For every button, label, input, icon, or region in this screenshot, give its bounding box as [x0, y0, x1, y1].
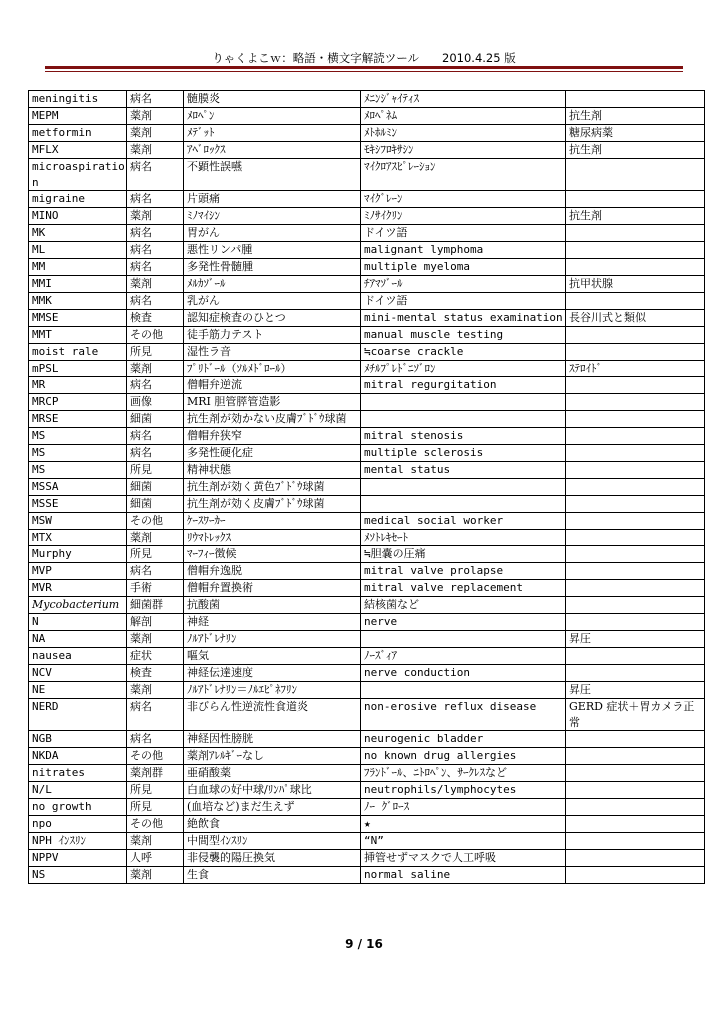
table-row [29, 91, 705, 108]
table-row [29, 815, 705, 832]
reading-cell [361, 394, 566, 411]
table-row [29, 343, 705, 360]
reading-cell: ﾒﾆﾝｼﾞｬｲﾃｨｽ [361, 91, 566, 108]
reading-cell: “N” [361, 832, 566, 849]
meaning-cell: 髄膜炎 [184, 91, 361, 108]
reading-cell: nerve [361, 614, 566, 631]
abbreviation-cell: ML [29, 242, 127, 259]
glossary-table [28, 90, 705, 884]
abbreviation-cell: MR [29, 377, 127, 394]
category-cell: 検査 [127, 309, 184, 326]
category-cell: その他 [127, 512, 184, 529]
category-cell: 薬剤 [127, 141, 184, 158]
table-row [29, 275, 705, 292]
abbreviation-cell: N/L [29, 782, 127, 799]
reading-cell: ≒胆嚢の圧痛 [361, 546, 566, 563]
note-cell [566, 664, 705, 681]
note-cell [566, 292, 705, 309]
table-row [29, 259, 705, 276]
abbreviation-cell: NGB [29, 731, 127, 748]
note-cell [566, 799, 705, 816]
meaning-cell: (血培など)まだ生えず [184, 799, 361, 816]
reading-cell [361, 631, 566, 648]
note-cell [566, 563, 705, 580]
note-cell [566, 478, 705, 495]
category-cell: 所見 [127, 799, 184, 816]
page-number: 9 / 16 [345, 937, 383, 951]
page-header: りゃくよこｗ：略語・横文字解読ツール 2010.4.25 版 [212, 51, 516, 65]
category-cell: 病名 [127, 225, 184, 242]
abbreviation-cell: MMSE [29, 309, 127, 326]
table-row [29, 647, 705, 664]
meaning-cell: 湿性ラ音 [184, 343, 361, 360]
reading-cell: ﾒﾁﾙﾌﾟﾚﾄﾞﾆｿﾞﾛﾝ [361, 360, 566, 377]
abbreviation-cell: MMT [29, 326, 127, 343]
meaning-cell: 亜硝酸薬 [184, 765, 361, 782]
note-cell: 糖尿病薬 [566, 124, 705, 141]
note-cell [566, 91, 705, 108]
abbreviation-cell: Mycobacterium [29, 597, 127, 614]
category-cell: 検査 [127, 664, 184, 681]
note-cell: 昇圧 [566, 681, 705, 698]
table-row [29, 765, 705, 782]
note-cell [566, 765, 705, 782]
table-row [29, 832, 705, 849]
abbreviation-cell: MS [29, 445, 127, 462]
table-row [29, 495, 705, 512]
note-cell [566, 411, 705, 428]
table-row [29, 698, 705, 731]
table-row [29, 107, 705, 124]
note-cell: 抗生剤 [566, 208, 705, 225]
table-row [29, 377, 705, 394]
table-row [29, 529, 705, 546]
table-row [29, 512, 705, 529]
category-cell: 薬剤 [127, 529, 184, 546]
meaning-cell: ﾘｳﾏﾄﾚｯｸｽ [184, 529, 361, 546]
reading-cell: ﾏｲｸﾞﾚｰﾝ [361, 191, 566, 208]
table-row [29, 124, 705, 141]
category-cell: 薬剤 [127, 832, 184, 849]
abbreviation-cell: npo [29, 815, 127, 832]
reading-cell [361, 681, 566, 698]
note-cell: 抗生剤 [566, 141, 705, 158]
meaning-cell: 胃がん [184, 225, 361, 242]
category-cell: 所見 [127, 546, 184, 563]
category-cell: 薬剤 [127, 681, 184, 698]
meaning-cell: 神経伝達速度 [184, 664, 361, 681]
abbreviation-cell: NE [29, 681, 127, 698]
abbreviation-cell: MS [29, 428, 127, 445]
note-cell [566, 614, 705, 631]
table-row [29, 664, 705, 681]
note-cell: GERD 症状＋胃カメラ正常 [566, 698, 705, 731]
reading-cell: mitral valve replacement [361, 580, 566, 597]
note-cell: ｽﾃﾛｲﾄﾞ [566, 360, 705, 377]
reading-cell: ﾐﾉｻｲｸﾘﾝ [361, 208, 566, 225]
note-cell [566, 748, 705, 765]
category-cell: その他 [127, 748, 184, 765]
category-cell: その他 [127, 326, 184, 343]
table-row [29, 866, 705, 883]
meaning-cell: 僧帽弁逸脱 [184, 563, 361, 580]
category-cell: 細菌 [127, 478, 184, 495]
reading-cell: mini-mental status examination [361, 309, 566, 326]
table-row [29, 681, 705, 698]
abbreviation-cell: migraine [29, 191, 127, 208]
category-cell: 所見 [127, 782, 184, 799]
category-cell: 病名 [127, 158, 184, 191]
note-cell [566, 731, 705, 748]
abbreviation-cell: MSSE [29, 495, 127, 512]
note-cell [566, 832, 705, 849]
meaning-cell: 神経 [184, 614, 361, 631]
note-cell [566, 445, 705, 462]
reading-cell: mental status [361, 461, 566, 478]
note-cell [566, 242, 705, 259]
abbreviation-cell: NPH ｲﾝｽﾘﾝ [29, 832, 127, 849]
category-cell: 所見 [127, 461, 184, 478]
note-cell [566, 495, 705, 512]
reading-cell: non-erosive reflux disease [361, 698, 566, 731]
table-row [29, 225, 705, 242]
abbreviation-cell: NCV [29, 664, 127, 681]
category-cell: 病名 [127, 191, 184, 208]
abbreviation-cell: no growth [29, 799, 127, 816]
abbreviation-cell: mPSL [29, 360, 127, 377]
meaning-cell: 認知症検査のひとつ [184, 309, 361, 326]
category-cell: 手術 [127, 580, 184, 597]
note-cell [566, 647, 705, 664]
abbreviation-cell: MSW [29, 512, 127, 529]
meaning-cell: 悪性リンパ腫 [184, 242, 361, 259]
meaning-cell: ﾒﾙｶｿﾞｰﾙ [184, 275, 361, 292]
abbreviation-cell: MTX [29, 529, 127, 546]
reading-cell: 挿管せずマスクで人工呼吸 [361, 849, 566, 866]
abbreviation-cell: meningitis [29, 91, 127, 108]
abbreviation-cell: MINO [29, 208, 127, 225]
note-cell [566, 512, 705, 529]
abbreviation-cell: nausea [29, 647, 127, 664]
note-cell [566, 377, 705, 394]
category-cell: 病名 [127, 445, 184, 462]
meaning-cell: ﾐﾉﾏｲｼﾝ [184, 208, 361, 225]
abbreviation-cell: nitrates [29, 765, 127, 782]
meaning-cell: MRI 胆管膵管造影 [184, 394, 361, 411]
reading-cell: multiple sclerosis [361, 445, 566, 462]
category-cell: 薬剤 [127, 275, 184, 292]
reading-cell: neurogenic bladder [361, 731, 566, 748]
note-cell [566, 461, 705, 478]
category-cell: 画像 [127, 394, 184, 411]
reading-cell: ﾒｿﾄﾚｷｾｰﾄ [361, 529, 566, 546]
table-row [29, 394, 705, 411]
abbreviation-cell: NS [29, 866, 127, 883]
meaning-cell: ﾒﾃﾞｯﾄ [184, 124, 361, 141]
category-cell: 所見 [127, 343, 184, 360]
meaning-cell: ﾉﾙｱﾄﾞﾚﾅﾘﾝ＝ﾉﾙｴﾋﾟﾈﾌﾘﾝ [184, 681, 361, 698]
note-cell: 抗生剤 [566, 107, 705, 124]
meaning-cell: 僧帽弁狭窄 [184, 428, 361, 445]
table-row [29, 309, 705, 326]
table-row [29, 597, 705, 614]
category-cell: 細菌 [127, 495, 184, 512]
abbreviation-cell: NERD [29, 698, 127, 731]
meaning-cell: 抗生剤が効かない皮膚ﾌﾞﾄﾞｳ球菌 [184, 411, 361, 428]
category-cell: 病名 [127, 428, 184, 445]
meaning-cell: ﾏｰﾌｨｰ徴候 [184, 546, 361, 563]
meaning-cell: 片頭痛 [184, 191, 361, 208]
reading-cell: ﾉｰｽﾞｨｱ [361, 647, 566, 664]
abbreviation-cell: NKDA [29, 748, 127, 765]
note-cell [566, 343, 705, 360]
reading-cell [361, 478, 566, 495]
note-cell: 昇圧 [566, 631, 705, 648]
reading-cell: ドイツ語 [361, 225, 566, 242]
meaning-cell: 生食 [184, 866, 361, 883]
abbreviation-cell: MRSE [29, 411, 127, 428]
category-cell: 細菌群 [127, 597, 184, 614]
table-row [29, 563, 705, 580]
meaning-cell: 不顕性誤嚥 [184, 158, 361, 191]
abbreviation-cell: moist rale [29, 343, 127, 360]
reading-cell: no known drug allergies [361, 748, 566, 765]
meaning-cell: 多発性硬化症 [184, 445, 361, 462]
meaning-cell: 精神状態 [184, 461, 361, 478]
meaning-cell: 抗生剤が効く黄色ﾌﾞﾄﾞｳ球菌 [184, 478, 361, 495]
reading-cell: malignant lymphoma [361, 242, 566, 259]
meaning-cell: 僧帽弁置換術 [184, 580, 361, 597]
category-cell: 細菌 [127, 411, 184, 428]
reading-cell: ﾓｷｼﾌﾛｷｻｼﾝ [361, 141, 566, 158]
table-row [29, 141, 705, 158]
meaning-cell: 白血球の好中球/ﾘﾝﾊﾟ球比 [184, 782, 361, 799]
reading-cell [361, 411, 566, 428]
note-cell [566, 191, 705, 208]
reading-cell: normal saline [361, 866, 566, 883]
note-cell [566, 225, 705, 242]
abbreviation-cell: MFLX [29, 141, 127, 158]
reading-cell: nerve conduction [361, 664, 566, 681]
table-row [29, 242, 705, 259]
table-row [29, 782, 705, 799]
meaning-cell: ﾒﾛﾍﾟﾝ [184, 107, 361, 124]
meaning-cell: ﾌﾟﾘﾄﾞｰﾙ（ｿﾙﾒﾄﾞﾛｰﾙ） [184, 360, 361, 377]
reading-cell: mitral regurgitation [361, 377, 566, 394]
note-cell [566, 580, 705, 597]
reading-cell [361, 495, 566, 512]
category-cell: 薬剤 [127, 360, 184, 377]
category-cell: 症状 [127, 647, 184, 664]
abbreviation-cell: MVP [29, 563, 127, 580]
abbreviation-cell: MEPM [29, 107, 127, 124]
meaning-cell: 多発性骨髄腫 [184, 259, 361, 276]
meaning-cell: 僧帽弁逆流 [184, 377, 361, 394]
category-cell: 薬剤群 [127, 765, 184, 782]
abbreviation-cell: MK [29, 225, 127, 242]
reading-cell: ﾏｲｸﾛｱｽﾋﾟﾚｰｼｮﾝ [361, 158, 566, 191]
category-cell: 病名 [127, 292, 184, 309]
reading-cell: ﾌﾗﾝﾄﾞｰﾙ、ﾆﾄﾛﾍﾟﾝ、ｻｰｸﾚｽなど [361, 765, 566, 782]
category-cell: 病名 [127, 698, 184, 731]
abbreviation-cell: MM [29, 259, 127, 276]
abbreviation-cell: NPPV [29, 849, 127, 866]
note-cell [566, 326, 705, 343]
category-cell: 病名 [127, 242, 184, 259]
glossary-body [29, 91, 705, 884]
table-row [29, 292, 705, 309]
abbreviation-cell: MS [29, 461, 127, 478]
table-row [29, 849, 705, 866]
table-row [29, 731, 705, 748]
category-cell: 薬剤 [127, 208, 184, 225]
meaning-cell: ﾉﾙｱﾄﾞﾚﾅﾘﾝ [184, 631, 361, 648]
meaning-cell: ｱﾍﾞﾛｯｸｽ [184, 141, 361, 158]
table-row [29, 546, 705, 563]
note-cell [566, 849, 705, 866]
table-row [29, 360, 705, 377]
table-row [29, 478, 705, 495]
header-rule-thin [45, 71, 683, 72]
table-row [29, 614, 705, 631]
reading-cell: ★ [361, 815, 566, 832]
table-row [29, 445, 705, 462]
note-cell [566, 529, 705, 546]
table-row [29, 799, 705, 816]
table-row [29, 411, 705, 428]
meaning-cell: 絶飲食 [184, 815, 361, 832]
meaning-cell: 非侵襲的陽圧換気 [184, 849, 361, 866]
reading-cell: 結核菌など [361, 597, 566, 614]
abbreviation-cell: MSSA [29, 478, 127, 495]
reading-cell: ﾁｱﾏｿﾞｰﾙ [361, 275, 566, 292]
table-row [29, 461, 705, 478]
reading-cell: ﾉｰ ｸﾞﾛｰｽ [361, 799, 566, 816]
table-row [29, 208, 705, 225]
category-cell: 病名 [127, 377, 184, 394]
meaning-cell: 嘔気 [184, 647, 361, 664]
note-cell [566, 782, 705, 799]
table-row [29, 158, 705, 191]
meaning-cell: 中間型ｲﾝｽﾘﾝ [184, 832, 361, 849]
abbreviation-cell: microaspiration [29, 158, 127, 191]
table-row [29, 580, 705, 597]
meaning-cell: 抗酸菌 [184, 597, 361, 614]
table-row [29, 191, 705, 208]
category-cell: 病名 [127, 259, 184, 276]
category-cell: 薬剤 [127, 866, 184, 883]
category-cell: 人呼 [127, 849, 184, 866]
header-rule-thick [45, 66, 683, 69]
meaning-cell: ｹｰｽﾜｰｶｰ [184, 512, 361, 529]
reading-cell: ﾒﾛﾍﾟﾈﾑ [361, 107, 566, 124]
meaning-cell: 薬剤ｱﾚﾙｷﾞｰなし [184, 748, 361, 765]
note-cell [566, 597, 705, 614]
meaning-cell: 非びらん性逆流性食道炎 [184, 698, 361, 731]
meaning-cell: 乳がん [184, 292, 361, 309]
abbreviation-cell: NA [29, 631, 127, 648]
abbreviation-cell: Murphy [29, 546, 127, 563]
reading-cell: manual muscle testing [361, 326, 566, 343]
reading-cell: ドイツ語 [361, 292, 566, 309]
abbreviation-cell: MRCP [29, 394, 127, 411]
abbreviation-cell: N [29, 614, 127, 631]
meaning-cell: 神経因性膀胱 [184, 731, 361, 748]
category-cell: 薬剤 [127, 107, 184, 124]
category-cell: その他 [127, 815, 184, 832]
note-cell [566, 394, 705, 411]
category-cell: 病名 [127, 91, 184, 108]
category-cell: 解剖 [127, 614, 184, 631]
meaning-cell: 抗生剤が効く皮膚ﾌﾞﾄﾞｳ球菌 [184, 495, 361, 512]
reading-cell: ≒coarse crackle [361, 343, 566, 360]
note-cell [566, 158, 705, 191]
note-cell [566, 546, 705, 563]
note-cell: 抗甲状腺 [566, 275, 705, 292]
note-cell [566, 815, 705, 832]
abbreviation-cell: MMI [29, 275, 127, 292]
category-cell: 病名 [127, 731, 184, 748]
reading-cell: multiple myeloma [361, 259, 566, 276]
category-cell: 病名 [127, 563, 184, 580]
note-cell [566, 428, 705, 445]
table-row [29, 631, 705, 648]
reading-cell: neutrophils/lymphocytes [361, 782, 566, 799]
table-row [29, 428, 705, 445]
note-cell [566, 259, 705, 276]
reading-cell: mitral valve prolapse [361, 563, 566, 580]
category-cell: 薬剤 [127, 124, 184, 141]
note-cell: 長谷川式と類似 [566, 309, 705, 326]
table-row [29, 326, 705, 343]
note-cell [566, 866, 705, 883]
reading-cell: mitral stenosis [361, 428, 566, 445]
category-cell: 薬剤 [127, 631, 184, 648]
abbreviation-cell: metformin [29, 124, 127, 141]
reading-cell: ﾒﾄﾎﾙﾐﾝ [361, 124, 566, 141]
meaning-cell: 徒手筋力テスト [184, 326, 361, 343]
table-row [29, 748, 705, 765]
reading-cell: medical social worker [361, 512, 566, 529]
abbreviation-cell: MVR [29, 580, 127, 597]
abbreviation-cell: MMK [29, 292, 127, 309]
